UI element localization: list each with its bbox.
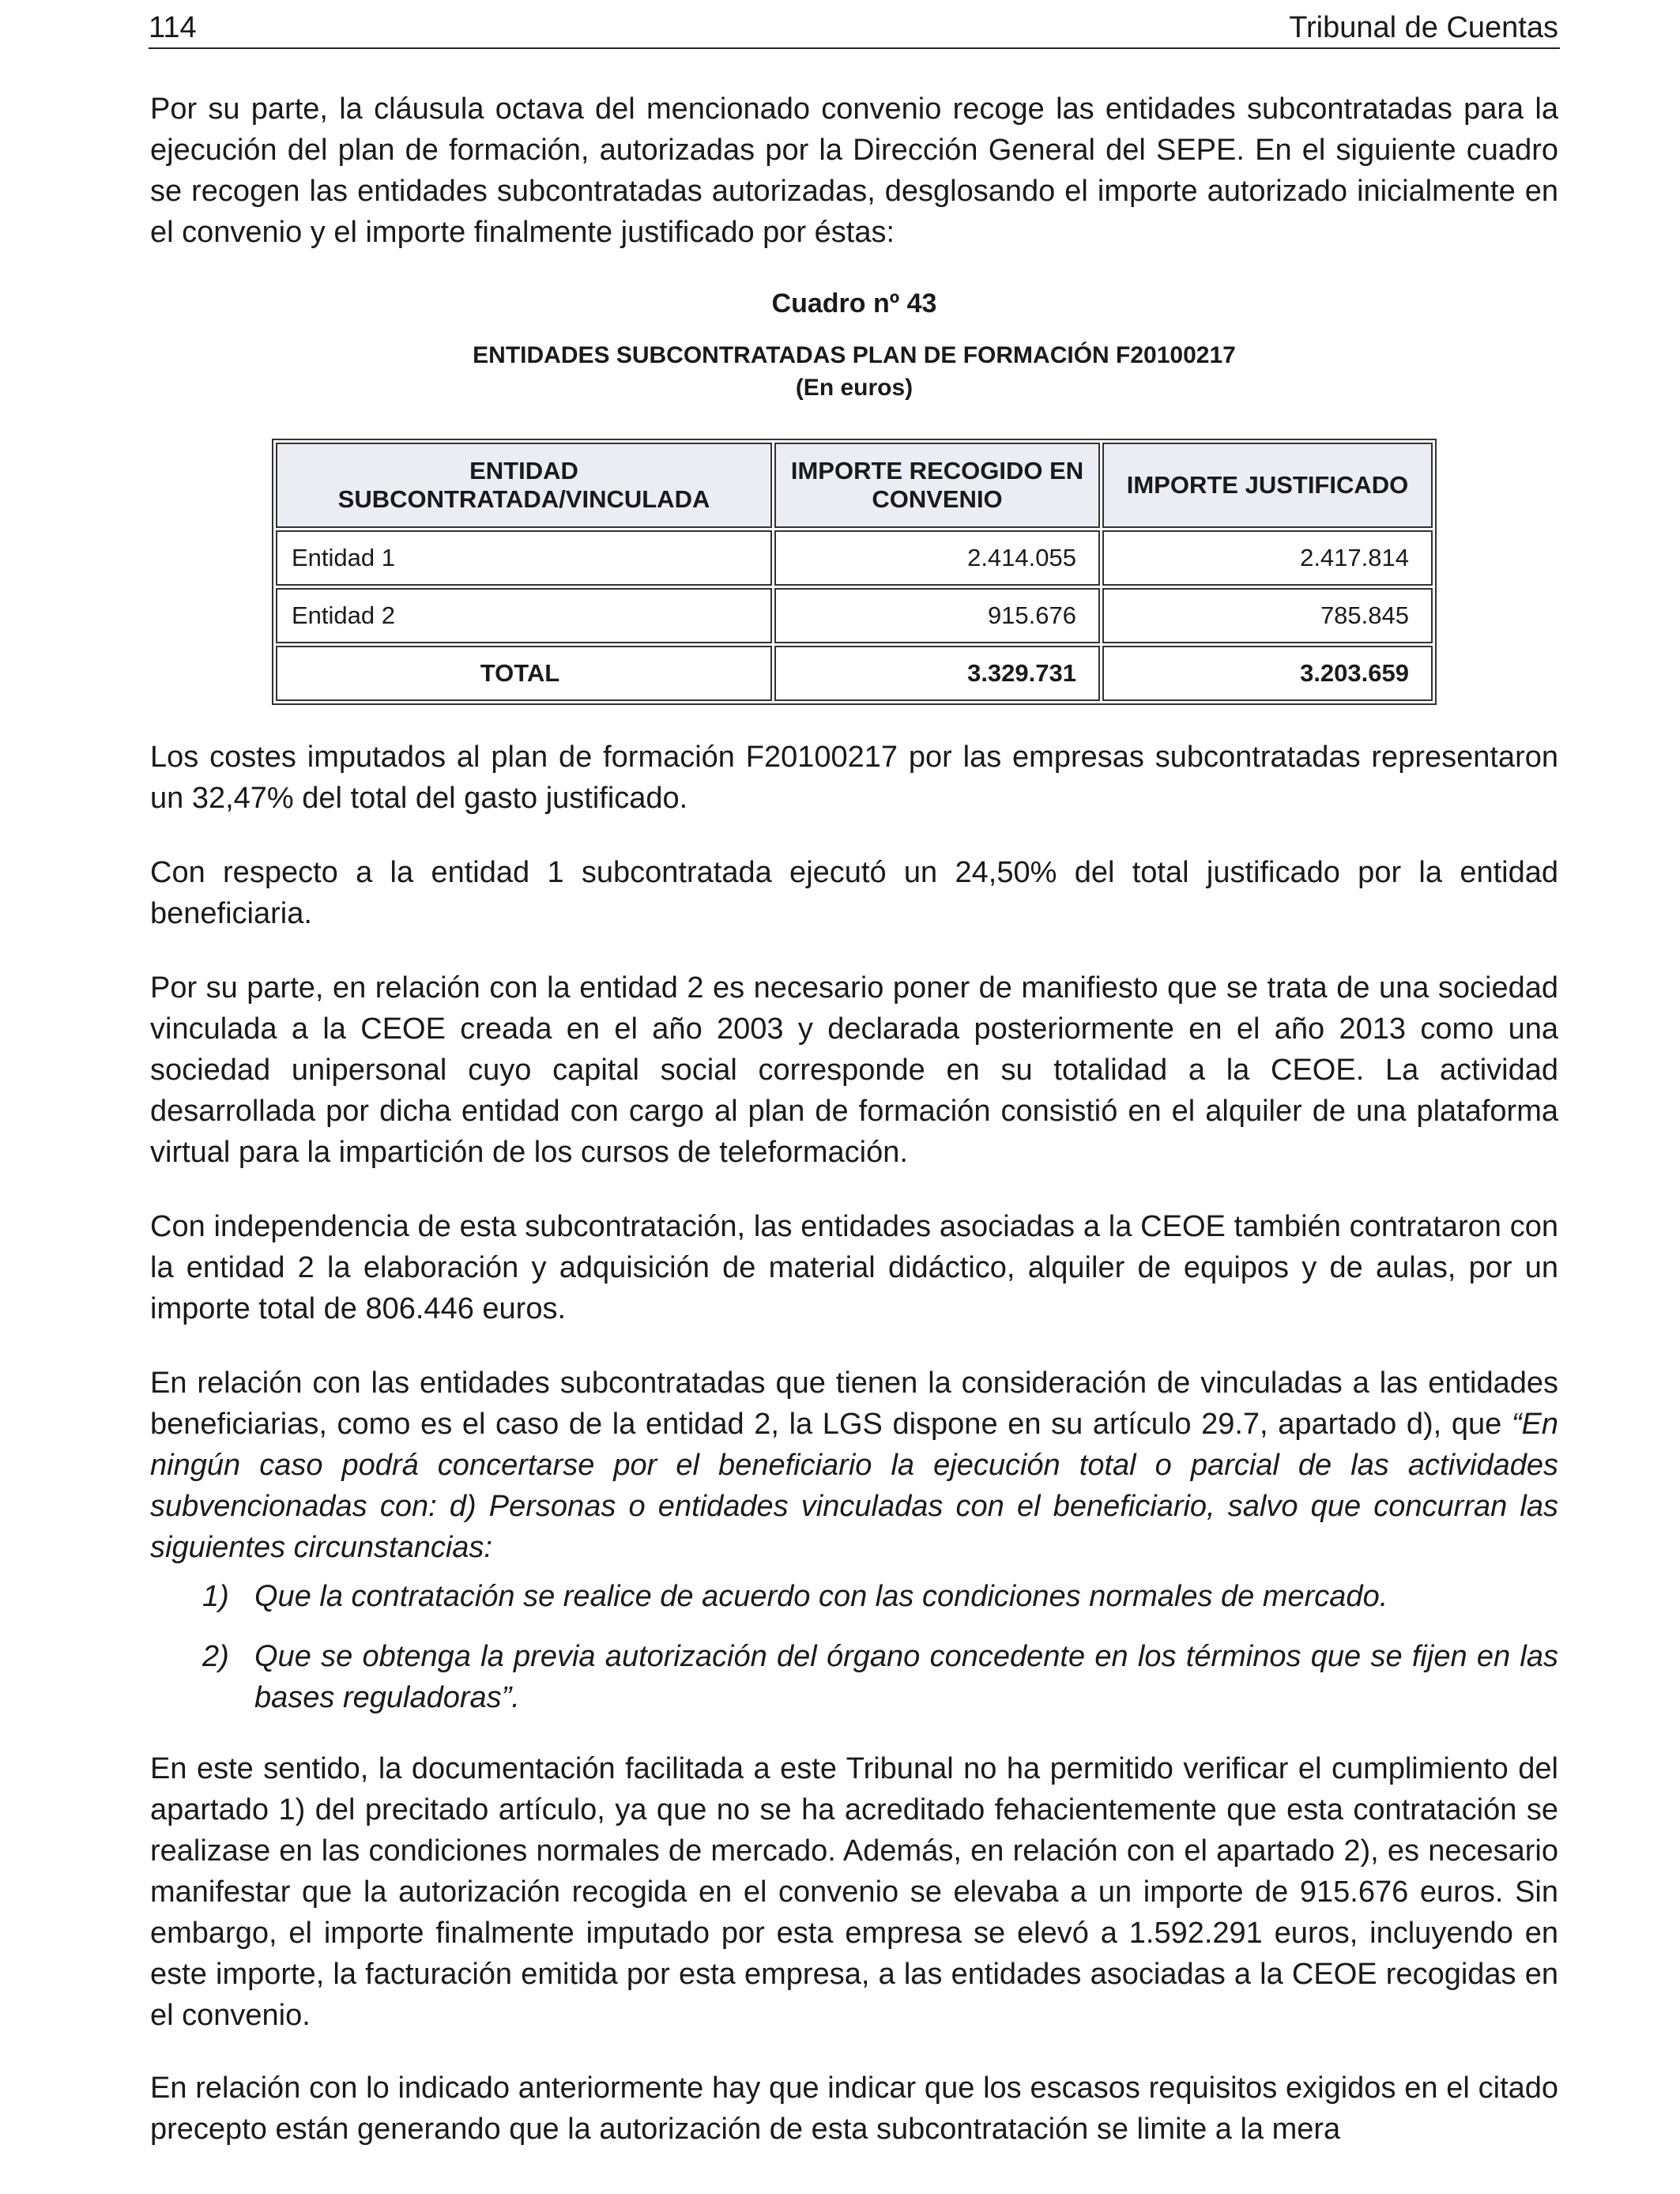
- header-institution: Tribunal de Cuentas: [1289, 11, 1558, 44]
- subcontracted-entities-table: [272, 439, 1437, 705]
- table-total-row: [276, 646, 1433, 701]
- cell-entity: Entidad 2: [276, 588, 772, 643]
- list-number: 1): [202, 1580, 229, 1613]
- list-text: Que se obtenga la previa autorización del órgano concedente en los términos que se fijen en las bases reguladoras”.: [254, 1640, 1558, 1714]
- table-header-row: [276, 443, 1433, 528]
- header-justified-amount: IMPORTE JUSTIFICADO: [1102, 443, 1433, 528]
- paragraph-costs: Los costes imputados al plan de formación F20100217 por las empresas subcontratadas representaron un 32,47% del total del gasto justificado.: [150, 741, 1558, 815]
- list-text: Que la contratación se realice de acuerdo con las condiciones normales de mercado.: [254, 1580, 1388, 1613]
- cell-agreed: 915.676: [774, 588, 1100, 643]
- paragraph-verification: En este sentido, la documentación facilitada a este Tribunal no ha permitido verificar el cumplimiento del apartado 1) del precitado artículo, ya que no se ha acreditado fehacientemente que esta contratación se realizase en las condiciones normales de mercado. Además, en relación con el apartado 2), es necesario manifestar que la autorización recogida en el convenio se elevaba a un importe de 915.676 euros. Sin embargo, el importe finalmente imputado por esta empresa se elevó a 1.592.291 euros, incluyendo en este importe, la facturación emitida por esta empresa, a las entidades asociadas a la CEOE recogidas en el convenio.: [150, 1752, 1558, 2032]
- total-label: TOTAL: [276, 646, 772, 701]
- table-title: ENTIDADES SUBCONTRATADAS PLAN DE FORMACIÓN F20100217: [473, 342, 1236, 368]
- page-header: [149, 8, 1560, 49]
- paragraph-requirements: En relación con lo indicado anteriormente hay que indicar que los escasos requisitos exigidos en el citado precepto están generando que la autorización de esta subcontratación se limite a la mera: [150, 2071, 1558, 2146]
- total-agreed: 3.329.731: [774, 646, 1100, 701]
- cell-justified: 2.417.814: [1102, 530, 1433, 586]
- table-row: [276, 530, 1433, 586]
- header-agreed-amount: IMPORTE RECOGIDO EN CONVENIO: [774, 443, 1100, 528]
- paragraph-entity-2: Por su parte, en relación con la entidad 2 es necesario poner de manifiesto que se trata de una sociedad vinculada a la CEOE creada en el año 2003 y declarada posteriormente en el año 2013 como una sociedad unipersonal cuyo capital social corresponde en su totalidad a la CEOE. La actividad desarrollada por dicha entidad con cargo al plan de formación consistió en el alquiler de una plataforma virtual para la impartición de los cursos de teleformación.: [150, 971, 1558, 1169]
- table-number: Cuadro nº 43: [771, 288, 937, 319]
- intro-paragraph: Por su parte, la cláusula octava del mencionado convenio recoge las entidades subcontratadas para la ejecución del plan de formación, autorizadas por la Dirección General del SEPE. En el siguiente cuadro se recogen las entidades subcontratadas autorizadas, desglosando el importe autorizado inicialmente en el convenio y el importe finalmente justificado por éstas:: [150, 92, 1558, 249]
- lgs-intro-text: En relación con las entidades subcontratadas que tienen la consideración de vinculadas a las entidades beneficiarias, como es el caso de la entidad 2, la LGS dispone en su artículo 29.7, apartado d), que: [150, 1367, 1558, 1441]
- table-unit: (En euros): [795, 375, 913, 401]
- cell-entity: Entidad 1: [276, 530, 772, 586]
- table-row: [276, 588, 1433, 643]
- cell-justified: 785.845: [1102, 588, 1433, 643]
- page-number: 114: [149, 11, 197, 44]
- paragraph-independence: Con independencia de esta subcontratación, las entidades asociadas a la CEOE también contrataron con la entidad 2 la elaboración y adquisición de material didáctico, alquiler de equipos y de aulas, por un importe total de 806.446 euros.: [150, 1210, 1558, 1325]
- paragraph-lgs: [150, 1363, 1558, 1568]
- list-number: 2): [202, 1640, 229, 1673]
- cell-agreed: 2.414.055: [774, 530, 1100, 586]
- total-justified: 3.203.659: [1102, 646, 1433, 701]
- paragraph-entity-1: Con respecto a la entidad 1 subcontratada ejecutó un 24,50% del total justificado por la entidad beneficiaria.: [150, 856, 1558, 930]
- lgs-quote-text: “En ningún caso podrá concertarse por el beneficiario la ejecución total o parcial de las actividades subvencionadas con: d) Personas o entidades vinculadas con el beneficiario, salvo que concurran las siguientes circunstancias:: [150, 1408, 1558, 1564]
- header-entity: ENTIDAD SUBCONTRATADA/VINCULADA: [276, 443, 772, 528]
